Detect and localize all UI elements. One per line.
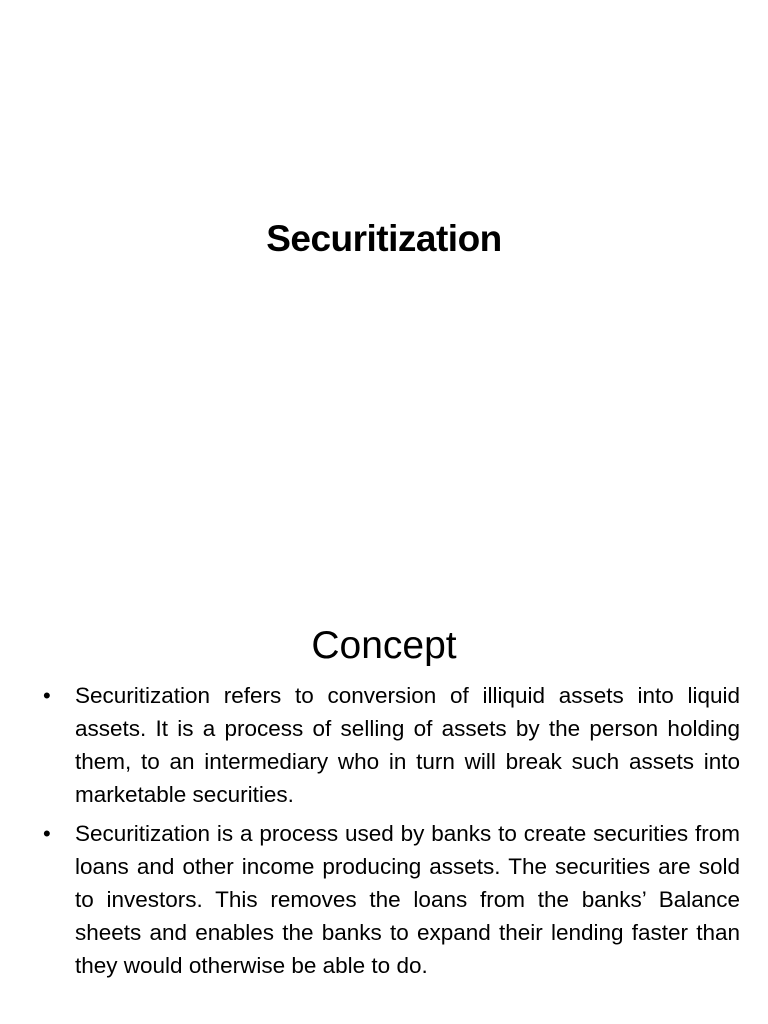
section-heading: Concept [311,624,457,667]
bullet-item [40,817,740,982]
bullet-text: Securitization refers to conversion of illiquid assets into liquid assets. It is a process of selling of assets by the person holding them, to an intermediary who in turn will break such assets into marketable securities. [75,683,740,807]
bullet-list [40,679,740,988]
bullet-icon: • [43,821,51,846]
slide-title: Securitization [266,218,502,259]
bullet-text: Securitization is a process used by banks to create securities from loans and other income producing assets. The securities are sold to investors. This removes the loans from the banks’ Balance sheets and enables the banks to expand their lending faster than they would otherwise be able to do. [75,821,740,978]
bullet-icon: • [43,683,51,708]
bullet-item [40,679,740,811]
